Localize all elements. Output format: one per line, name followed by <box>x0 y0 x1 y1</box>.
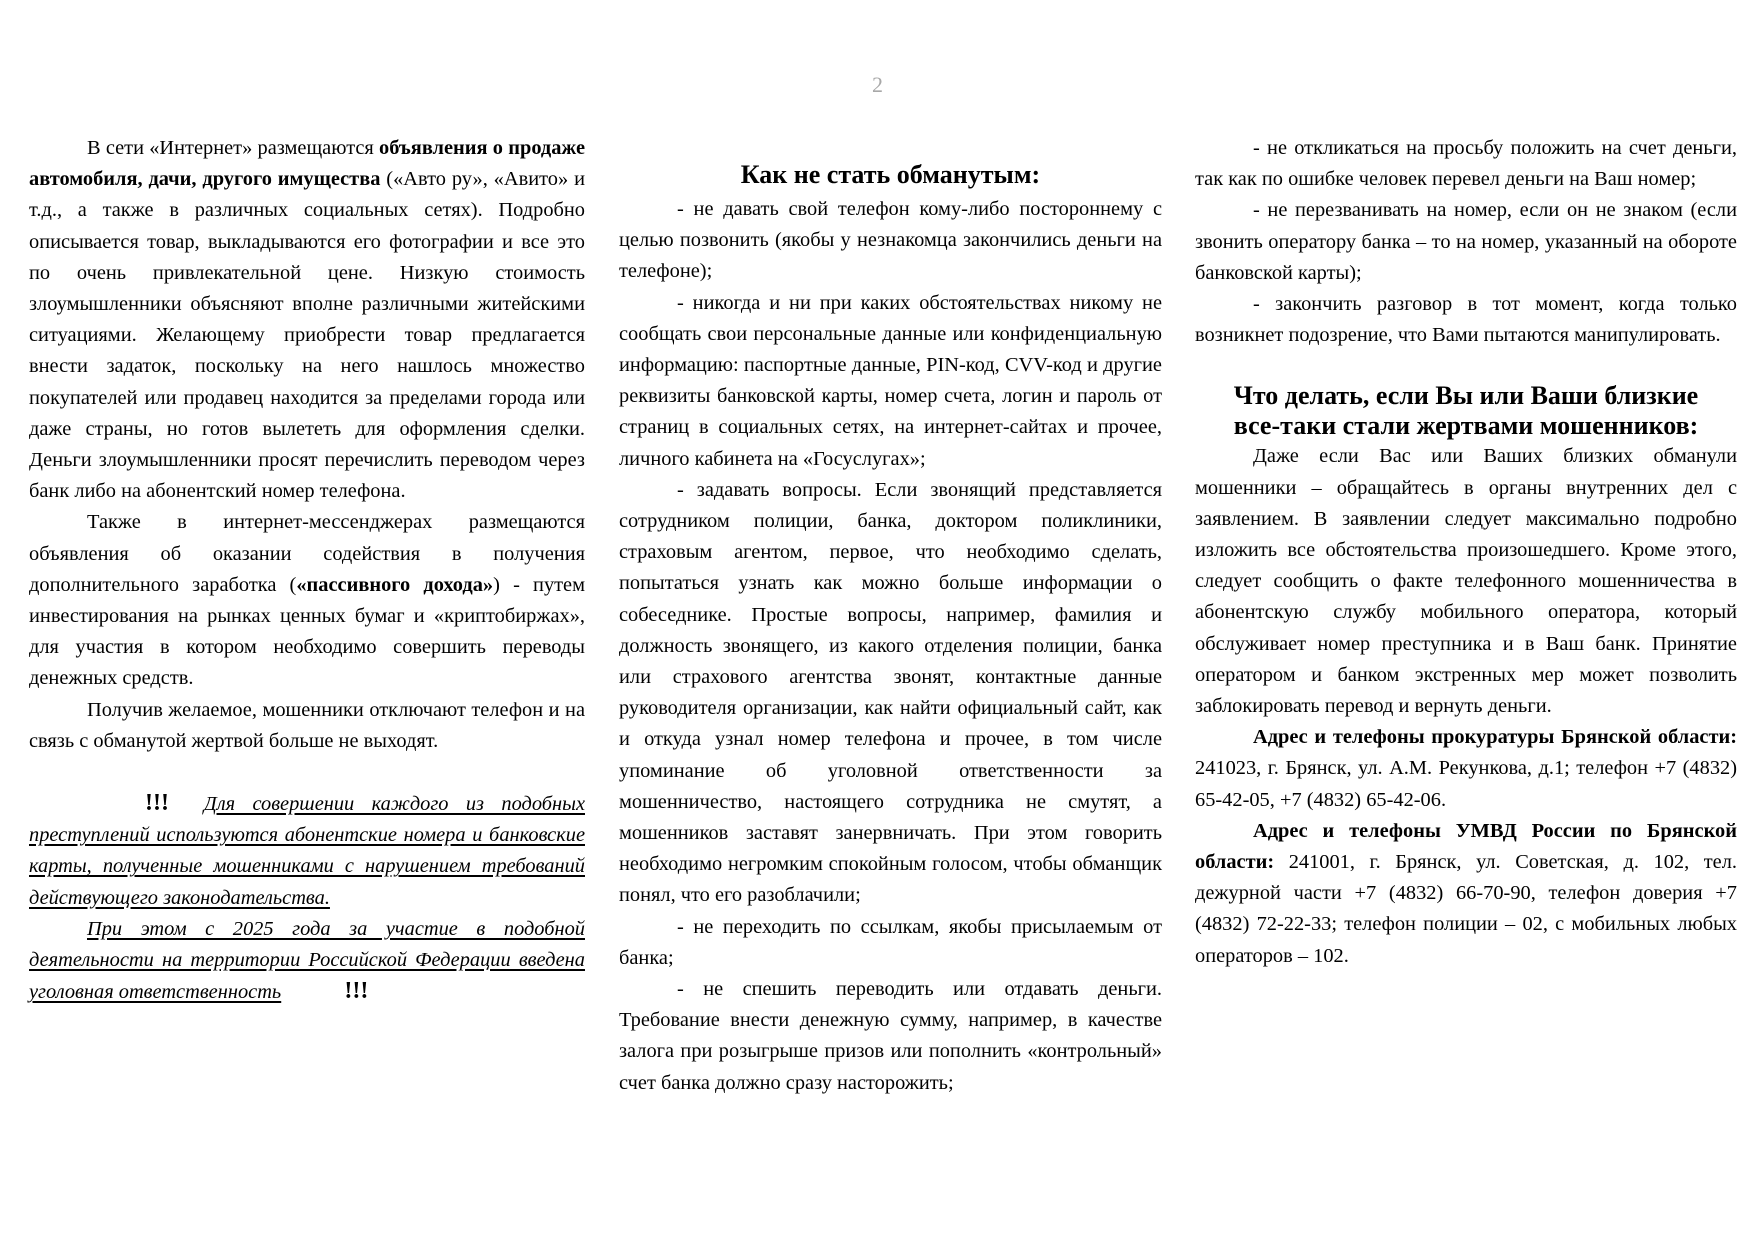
warning-text-2: При этом с 2025 года за участие в подобной деятельности на территории Российской Федерации введена уголовная ответственность <box>29 917 585 1004</box>
police-label: Адрес и телефоны УМВД России по Брянской области: <box>1195 819 1737 874</box>
right-column <box>1195 133 1737 972</box>
middle-column <box>619 194 1162 1099</box>
passive-income-emphasis: «пассивного дохода» <box>296 573 494 596</box>
police-details: 241001, г. Брянск, ул. Советская, д. 102, тел. дежурной части +7 (4832) 66-70-90, телефон доверия +7 (4832) 72-22-33; телефон полиции – 02, с мобильных любых операторов – 102. <box>1195 851 1737 967</box>
advice-item: - не спешить переводить или отдавать деньги. Требование внести денежную сумму, например, в качестве залога при розыгрыше призов или пополнить «контрольный» счет банка должно сразу насторожить; <box>619 978 1162 1094</box>
what-to-do-paragraph: Даже если Вас или Ваших близких обманули мошенники – обращайтесь в органы внутренних дел с заявлением. В заявлении следует максимально подробно изложить все обстоятельства произошедшего. Кроме этого, следует сообщить о факте телефонного мошенничества в абонентскую службу мобильного оператора, который обслуживает номер преступника и в Ваш банк. Принятие оператором и банком экстренных мер может позволить заблокировать перевод и вернуть деньги. <box>1195 445 1737 718</box>
advice-item: - никогда и ни при каких обстоятельствах никому не сообщать свои персональные данные или конфиденциальную информацию: паспортные данные, PIN-код, CVV-код и другие реквизиты банковской карты, номер счета, логин и пароль от страниц в социальных сетях, на интернет-сайтах и прочее, личного кабинета на «Госуслугах»; <box>619 291 1162 470</box>
section-heading-how-not-to-be-deceived: Как не стать обманутым: <box>740 160 1041 189</box>
advice-item: - не откликаться на просьбу положить на счет деньги, так как по ошибке человек перевел деньги на Ваш номер; <box>1195 137 1737 191</box>
messenger-paragraph: Также в интернет-мессенджерах размещаются объявления об оказании содействия в получения дополнительного заработка («пассивного дохода») - путем инвестирования на рынках ценных бумаг и «криптобиржах», для участия в котором необходимо совершить переводы денежных средств. <box>29 511 585 690</box>
advice-item: - закончить разговор в тот момент, когда только возникнет подозрение, что Вами пытаются манипулировать. <box>1195 293 1737 347</box>
outcome-paragraph: Получив желаемое, мошенники отключают телефон и на связь с обманутой жертвой больше не выходят. <box>29 698 585 752</box>
ads-paragraph: В сети «Интернет» размещаются объявления о продаже автомобиля, дачи, другого имущества («Авто ру», «Авито» и т.д., а также в различных социальных сетях). Подробно описывается товар, выкладываются его фотографии и все это по очень привлекательной цене. Низкую стоимость злоумышленники объясняют вполне различными житейскими ситуациями. Желающему приобрести товар предлагается внести задаток, поскольку на него нашлось множество покупателей или продавец находится за пределами города или даже страны, но готов вылететь для оформления сделки. Деньги злоумышленники просят перечислить переводом через банк либо на абонентский номер телефона. <box>29 137 585 503</box>
prosecutor-details: 241023, г. Брянск, ул. А.М. Рекункова, д.1; телефон +7 (4832) 65-42-05, +7 (4832) 65-42-06. <box>1195 757 1737 811</box>
advice-item: - задавать вопросы. Если звонящий представляется сотрудником полиции, банка, доктором поликлиники, страховым агентом, первое, что необходимо сделать, попытаться узнать как можно больше информации о собеседнике. Простые вопросы, например, фамилия и должность звонящего, из какого отделения полиции, банка или страхового агентства звонят, контактные данные руководителя организации, как найти официальный сайт, как и откуда узнал номер телефона и прочее, в том числе упоминание об уголовной ответственности за мошенничество, настоящего сотрудника не смутят, а мошенников заставят занервничать. При этом говорить необходимо негромким спокойным голосом, чтобы обманщик понял, что его разоблачили; <box>619 478 1162 907</box>
warning-text-1: Для совершении каждого из подобных преступлений используются абонентские номера и банковские карты, полученные мошенниками с нарушением требований действующего законодательства. <box>29 793 585 909</box>
ads-emphasis: объявления о продаже автомобиля, дачи, другого имущества <box>29 137 585 191</box>
exclamation-marker: !!! <box>145 790 169 817</box>
page-number: 2 <box>872 72 883 97</box>
warning-paragraph-2 <box>29 914 585 1009</box>
left-column <box>29 133 585 1008</box>
advice-item: - не перезванивать на номер, если он не знаком (если звонить оператору банка – то на номер, указанный на обороте банковской карты); <box>1195 199 1737 284</box>
warning-paragraph-1 <box>29 788 585 914</box>
advice-item: - не давать свой телефон кому-либо постороннему с целью позвонить (якобы у незнакомца закончились деньги на телефоне); <box>619 198 1162 283</box>
exclamation-marker: !!! <box>344 978 369 1005</box>
section-heading-what-to-do: Что делать, если Вы или Ваши близкие все-таки стали жертвами мошенников: <box>1233 381 1699 441</box>
police-contacts <box>1195 816 1737 972</box>
prosecutor-label: Адрес и телефоны прокуратуры Брянской области: <box>1253 726 1737 749</box>
advice-item: - не переходить по ссылкам, якобы присылаемым от банка; <box>619 915 1162 969</box>
prosecutor-contacts <box>1195 722 1737 816</box>
